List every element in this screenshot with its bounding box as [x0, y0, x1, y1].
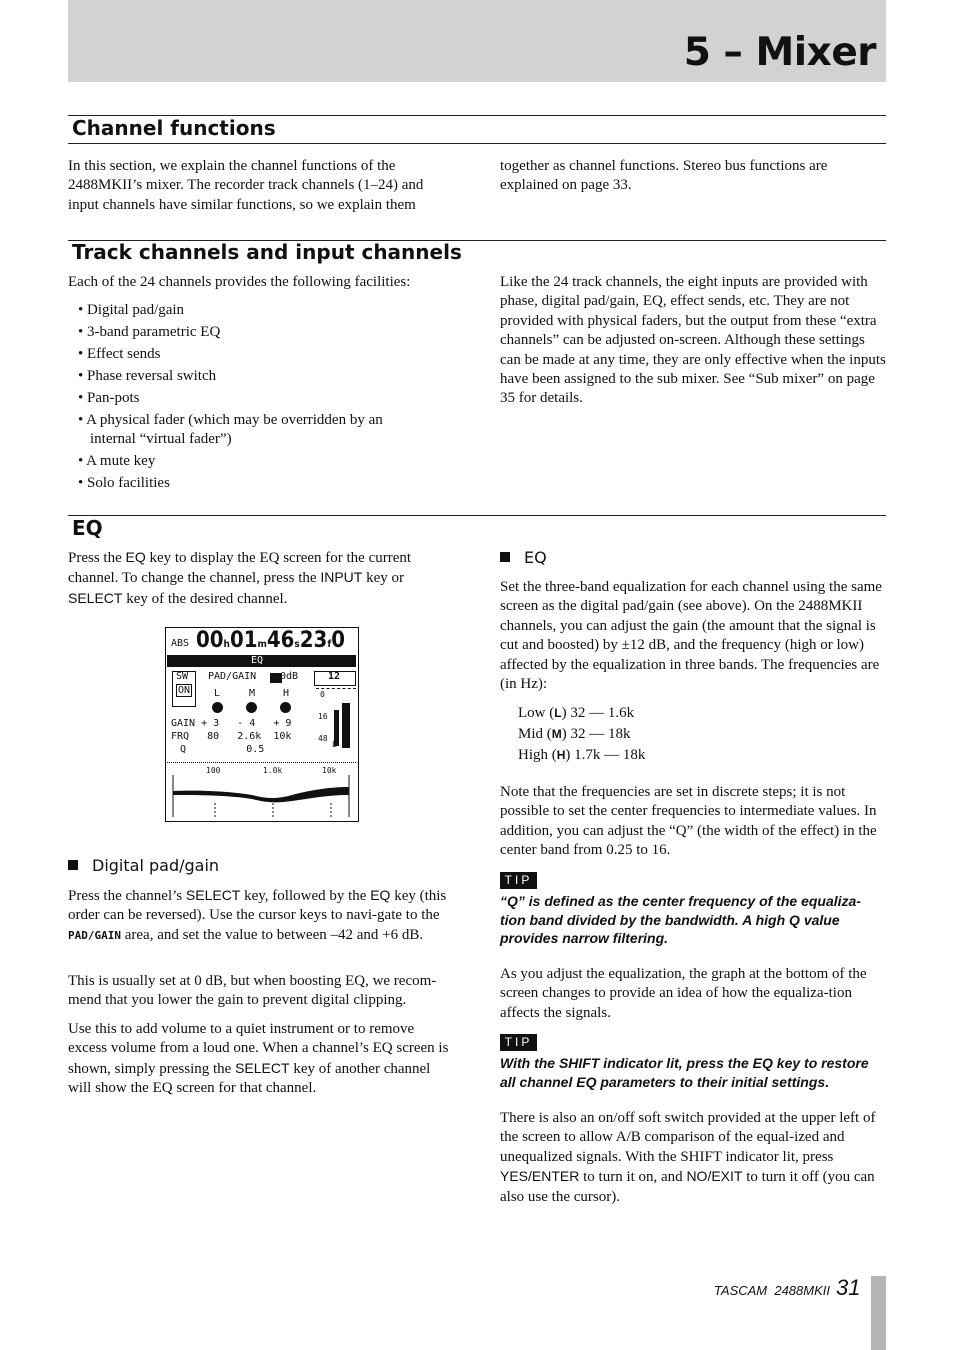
page-number: 31: [836, 1275, 861, 1300]
lcd-sw-label: SW: [176, 671, 189, 682]
tip-badge: TIP: [500, 872, 537, 889]
eq-key-label: EQ: [125, 549, 146, 565]
section-title-track-channels: Track channels and input channels: [72, 240, 462, 264]
lcd-meter-0: 0: [320, 690, 325, 699]
lcd-screen-name: EQ: [251, 655, 264, 666]
facilities-list: [72, 301, 432, 496]
list-item: • Phase reversal switch: [78, 368, 217, 384]
lcd-band-high: H: [283, 688, 290, 699]
chapter-title: 5 – Mixer: [683, 30, 876, 75]
eq-sub-p2: Note that the frequencies are set in discrete steps; it is not possible to set the center frequencies to intermediate values. In addition, you can adjust the “Q” (the width of the effect) in the center band from 0.25 to 16.: [500, 784, 877, 859]
list-item: • Pan-pots: [78, 390, 140, 406]
lcd-meter-16: 16: [318, 712, 328, 721]
list-item: • A mute key: [78, 453, 156, 470]
lcd-frq-row: FRQ 80 2.6k 10k: [171, 731, 292, 742]
list-item: • Effect sends: [78, 346, 161, 362]
lcd-meter-48: 48: [318, 734, 328, 743]
lcd-pad-value: 0dB: [280, 671, 299, 682]
lcd-knob-high-icon: [280, 702, 291, 713]
list-item: Low (L) 32 — 1.6k: [518, 705, 635, 721]
list-item: • A physical fader (which may be overridden by an internal “virtual fader”): [78, 412, 383, 448]
tip-text: “Q” is defined as the center frequency of the equaliza-tion band divided by the bandwidth. A high Q value provides narrow filtering.: [500, 893, 861, 946]
section-rule: [68, 515, 886, 516]
input-key-label: INPUT: [320, 569, 363, 586]
lcd-band-low: L: [214, 688, 221, 699]
eq-sub-p4: There is also an on/off soft switch provided at the upper left of the screen to allow A/B comparison of the equal-ized and unequalized signals. With the SHIFT indicator lit, press YES/ENTER to turn it on, and NO/EXIT to turn it off (you can also use the cursor).: [500, 1110, 876, 1205]
digital-pad-p2: This is usually set at 0 dB, but when boosting EQ, we recom-mend that you lower the gain to prevent digital clipping.: [68, 973, 437, 1009]
lcd-axis-10k: 10k: [322, 766, 337, 775]
lcd-axis-100: 100: [206, 766, 221, 775]
lcd-timecode: 00h01m46s23f0: [196, 628, 346, 653]
lcd-knob-mid-icon: [246, 702, 257, 713]
eq-intro: Press the EQ key to display the EQ screen for the current channel. To change the channel, press the INPUT key or SELECT key of the desired channel.: [68, 549, 412, 607]
tip-text: With the SHIFT indicator lit, press the EQ key to restore all channel EQ parameters to their initial settings.: [500, 1055, 869, 1090]
select-key-label: SELECT: [68, 589, 123, 606]
lcd-axis-1k: 1.0k: [263, 766, 283, 775]
list-item: • 3-band parametric EQ: [78, 324, 221, 340]
lcd-knob-low-icon: [212, 702, 223, 713]
list-item: High (H) 1.7k — 18k: [518, 747, 646, 763]
eq-sub-heading: EQ: [500, 548, 547, 567]
lcd-band-mid: M: [249, 688, 256, 699]
list-item: Mid (M) 32 — 18k: [518, 726, 631, 742]
channel-functions-intro-left: In this section, we explain the channel functions of the 2488MKII’s mixer. The recorder track channels (1–24) and input channels have similar functions, so we explain them: [68, 158, 424, 213]
lcd-graph-top-rule: [167, 762, 356, 763]
lcd-meter-r: R: [343, 740, 348, 749]
track-channels-lead: Each of the 24 channels provides the following facilities:: [68, 274, 411, 290]
frequency-band-list: [518, 703, 818, 766]
section-title-eq: EQ: [72, 516, 103, 540]
lcd-on-switch: ON: [178, 685, 191, 696]
lcd-q-row: Q 0.5: [180, 744, 265, 755]
section-rule-bottom: [68, 143, 886, 144]
digital-pad-p1: Press the channel’s SELECT key, followed by the EQ key (this order can be reversed). Use the cursor keys to navi-gate to the PAD/GAIN area, and set the value to between –42 and +6 dB.: [68, 887, 447, 943]
digital-pad-heading: Digital pad/gain: [68, 856, 219, 875]
digital-pad-p3: Use this to add volume to a quiet instrument or to remove excess volume from a loud one. When a channel’s EQ screen is shown, simply pressing the SELECT key of another channel will show the EQ screen for that channel.: [68, 1021, 449, 1097]
section-title-channel-functions: Channel functions: [72, 116, 276, 140]
eq-sub-p1: Set the three-band equalization for each channel using the same screen as the digital pad/gain (see above). On the 2488MKII channels, you can adjust the gain (the amount that the signal is cut and boosted) by ±12 dB, and the frequency (high or low) affected by the equalization in three bands. The frequencies are (in Hz):: [500, 579, 882, 693]
tip-badge: TIP: [500, 1034, 537, 1051]
lcd-pad-gain-label: PAD/GAIN: [208, 671, 257, 682]
square-bullet-icon: [68, 860, 78, 870]
footer-tab: [871, 1276, 886, 1350]
list-item: • Digital pad/gain: [78, 302, 185, 318]
lcd-gain-row: GAIN + 3 - 4 + 9: [171, 718, 292, 729]
lcd-eq-curve: [167, 773, 356, 819]
square-bullet-icon: [500, 552, 510, 562]
channel-functions-intro-right: together as channel functions. Stereo bus functions are explained on page 33.: [500, 158, 828, 194]
footer-brand: TASCAM 2488MKII: [713, 1283, 830, 1298]
eq-screen-illustration: [165, 627, 359, 822]
lcd-meter-l: L: [332, 740, 337, 749]
list-item: • Solo facilities: [78, 475, 170, 492]
track-channels-right-text: Like the 24 track channels, the eight inputs are provided with phase, digital pad/gain, EQ, effect sends, etc. They are not provided with physical faders, but the output from these “extra channels” can be adjusted on-screen. Although these settings can be made at any time, they are only effective when the inputs have been assigned to the sub mixer. See “Sub mixer” on page 35 for details.: [500, 274, 886, 407]
lcd-channel-number: 12: [328, 671, 341, 682]
lcd-abs-label: ABS: [171, 638, 190, 649]
eq-sub-p3: As you adjust the equalization, the graph at the bottom of the screen changes to provide an idea of how the equaliza-tion affects the signals.: [500, 966, 867, 1021]
